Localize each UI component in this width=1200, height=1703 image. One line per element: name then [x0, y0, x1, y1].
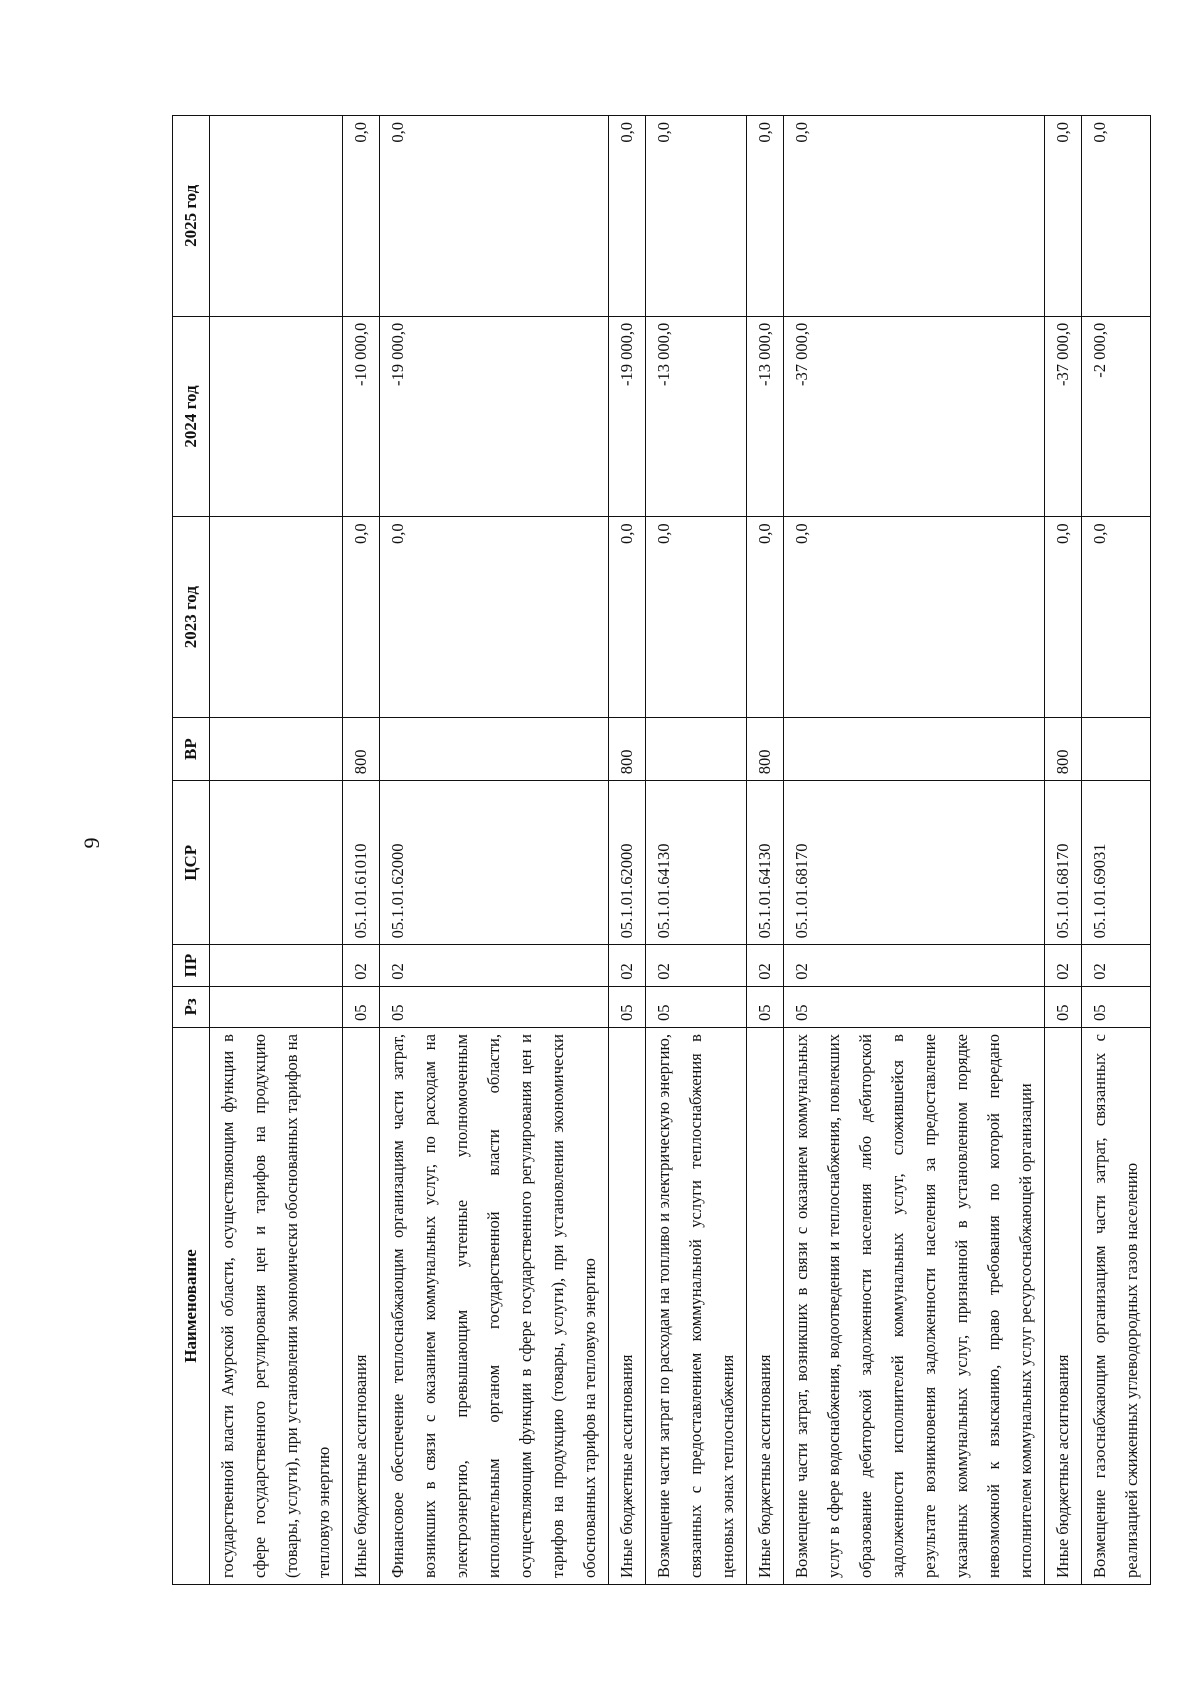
row-2025: 0,0 — [784, 116, 1045, 317]
row-rz: 05 — [646, 986, 747, 1027]
row-2025: 0,0 — [1045, 116, 1082, 317]
row-name: Финансовое обеспечение теплоснабжающим организациям части затрат, возникших в связи с оказанием коммунальных услуг, по расходам на электроэнергию, превышающим учтенные уполномоченным исполнительным органом государственной власти области, осуществляющим функции в сфере государственного регулирования цен и тарифов на продукцию (товары, услуги), при установлении экономически обоснованных тарифов на тепловую энергию — [380, 1028, 609, 1585]
row-csr: 05.1.01.68170 — [784, 781, 1045, 945]
table-row — [747, 116, 784, 1585]
header-2023: 2023 год — [173, 517, 210, 718]
row-rz: 05 — [343, 986, 380, 1027]
row-2023: 0,0 — [747, 517, 784, 718]
row-2025: 0,0 — [343, 116, 380, 317]
table-row — [784, 116, 1045, 1585]
table-row — [210, 116, 343, 1585]
row-2025: 0,0 — [747, 116, 784, 317]
table-row — [1082, 116, 1151, 1585]
row-vr: 800 — [1045, 717, 1082, 780]
row-2023: 0,0 — [784, 517, 1045, 718]
row-2025: 0,0 — [646, 116, 747, 317]
table-row — [609, 116, 646, 1585]
row-2023: 0,0 — [1045, 517, 1082, 718]
row-2025: 0,0 — [609, 116, 646, 317]
header-2025: 2025 год — [173, 116, 210, 317]
row-name: Иные бюджетные ассигнования — [609, 1028, 646, 1585]
row-rz: 05 — [1045, 986, 1082, 1027]
table-row — [380, 116, 609, 1585]
row-rz: 05 — [609, 986, 646, 1027]
row-pr: 02 — [343, 945, 380, 986]
row-2023: 0,0 — [1082, 517, 1151, 718]
row-csr: 05.1.01.61010 — [343, 781, 380, 945]
row-rz: 05 — [1082, 986, 1151, 1027]
row-csr: 05.1.01.64130 — [646, 781, 747, 945]
row-pr: 02 — [609, 945, 646, 986]
row-name: Иные бюджетные ассигнования — [747, 1028, 784, 1585]
row-rz: 05 — [784, 986, 1045, 1027]
row-csr: 05.1.01.62000 — [609, 781, 646, 945]
row-2023: 0,0 — [646, 517, 747, 718]
row-2025: 0,0 — [1082, 116, 1151, 317]
header-vr: ВР — [173, 717, 210, 780]
table-row — [646, 116, 747, 1585]
row-csr — [210, 781, 343, 945]
row-csr: 05.1.01.64130 — [747, 781, 784, 945]
row-rz: 05 — [747, 986, 784, 1027]
rotated-table-wrapper — [172, 115, 1141, 1585]
row-2025 — [210, 116, 343, 317]
row-csr: 05.1.01.62000 — [380, 781, 609, 945]
table-header-row — [173, 116, 210, 1585]
row-2024: -19 000,0 — [609, 316, 646, 517]
row-2024: -19 000,0 — [380, 316, 609, 517]
row-pr — [210, 945, 343, 986]
row-csr: 05.1.01.69031 — [1082, 781, 1151, 945]
row-2023 — [210, 517, 343, 718]
row-2023: 0,0 — [609, 517, 646, 718]
row-2023: 0,0 — [380, 517, 609, 718]
row-vr: 800 — [609, 717, 646, 780]
row-csr: 05.1.01.68170 — [1045, 781, 1082, 945]
row-pr: 02 — [646, 945, 747, 986]
row-rz — [210, 986, 343, 1027]
header-pr: ПР — [173, 945, 210, 986]
row-pr: 02 — [1082, 945, 1151, 986]
row-2024: -13 000,0 — [747, 316, 784, 517]
row-vr — [646, 717, 747, 780]
row-2025: 0,0 — [380, 116, 609, 317]
row-2024: -2 000,0 — [1082, 316, 1151, 517]
row-pr: 02 — [784, 945, 1045, 986]
row-name: Возмещение газоснабжающим организациям части затрат, связанных с реализацией сжиженных углеводородных газов населению — [1082, 1028, 1151, 1585]
row-2024: -13 000,0 — [646, 316, 747, 517]
row-pr: 02 — [747, 945, 784, 986]
budget-table — [172, 115, 1151, 1585]
row-name: Иные бюджетные ассигнования — [343, 1028, 380, 1585]
row-name: государственной власти Амурской области, осуществляющим функции в сфере государственного регулирования цен и тарифов на продукцию (товары, услуги), при установлении экономически обоснованных тарифов на тепловую энергию — [210, 1028, 343, 1585]
row-2023: 0,0 — [343, 517, 380, 718]
row-2024: -37 000,0 — [1045, 316, 1082, 517]
header-csr: ЦСР — [173, 781, 210, 945]
row-pr: 02 — [1045, 945, 1082, 986]
page-number: 9 — [79, 837, 104, 849]
row-vr — [784, 717, 1045, 780]
row-rz: 05 — [380, 986, 609, 1027]
row-vr: 800 — [343, 717, 380, 780]
row-name: Возмещение части затрат по расходам на топливо и электрическую энергию, связанных с предоставлением коммунальной услуги теплоснабжения в ценовых зонах теплоснабжения — [646, 1028, 747, 1585]
header-2024: 2024 год — [173, 316, 210, 517]
row-pr: 02 — [380, 945, 609, 986]
row-2024 — [210, 316, 343, 517]
row-name: Иные бюджетные ассигнования — [1045, 1028, 1082, 1585]
row-vr — [1082, 717, 1151, 780]
row-vr — [380, 717, 609, 780]
table-row — [343, 116, 380, 1585]
row-vr — [210, 717, 343, 780]
row-2024: -37 000,0 — [784, 316, 1045, 517]
table-row — [1045, 116, 1082, 1585]
row-2024: -10 000,0 — [343, 316, 380, 517]
header-rz: Рз — [173, 986, 210, 1027]
row-name: Возмещение части затрат, возникших в связи с оказанием коммунальных услуг в сфере водоснабжения, водоотведения и теплоснабжения, повлекших образование дебиторской задолженности населения либо дебиторской задолженности исполнителей коммунальных услуг, сложившейся в результате возникновения задолженности населения за предоставление указанных коммунальных услуг, признанной в установленном порядке невозможной к взысканию, право требования по которой передано исполнителем коммунальных услуг ресурсоснабжающей организации — [784, 1028, 1045, 1585]
header-name: Наименование — [173, 1028, 210, 1585]
row-vr: 800 — [747, 717, 784, 780]
